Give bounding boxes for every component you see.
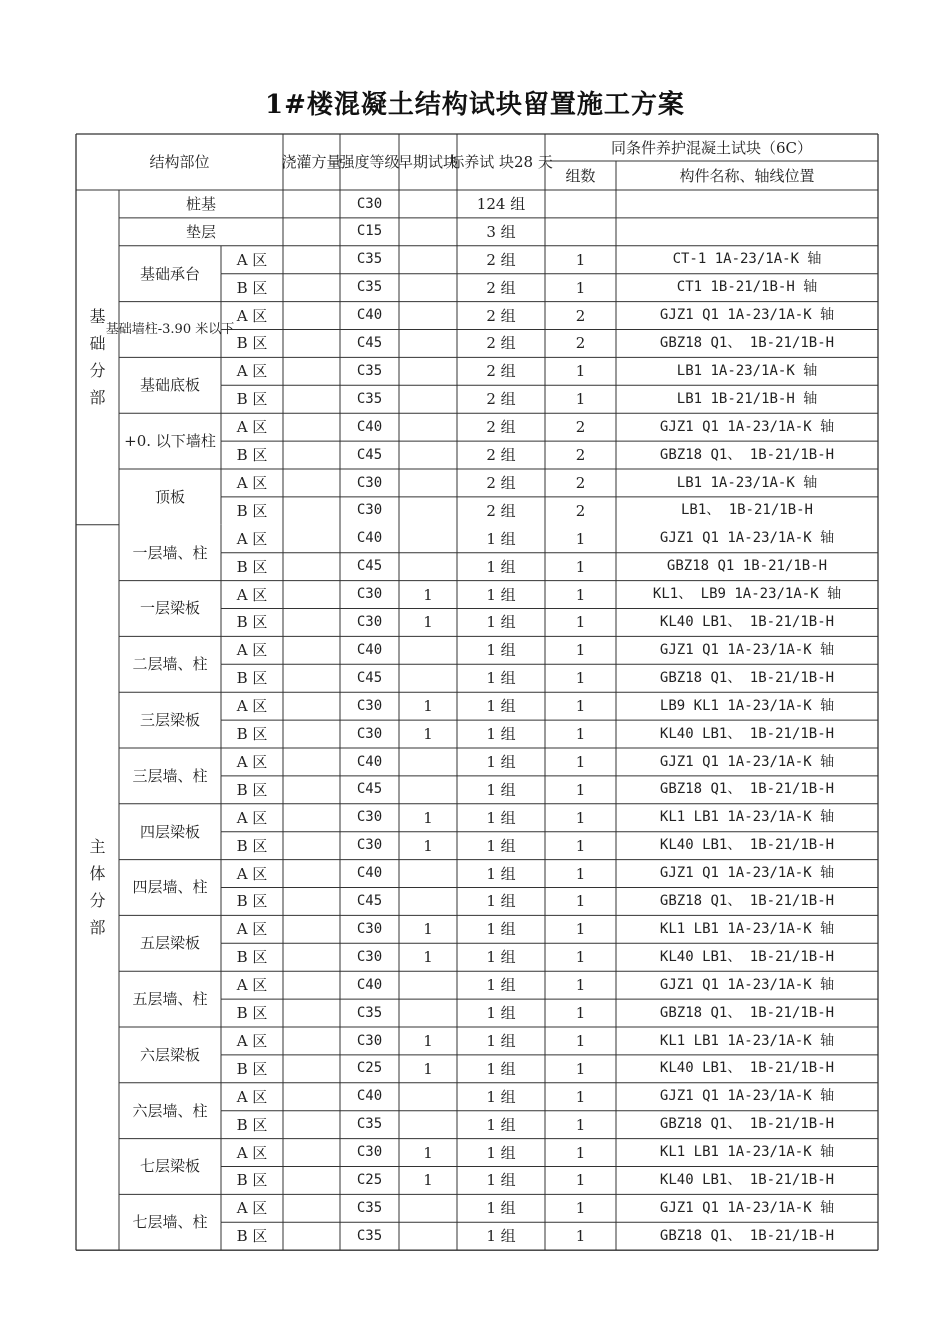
pour-volume-cell bbox=[283, 1027, 340, 1055]
zone-cell: A 区 bbox=[236, 976, 268, 995]
component-name: 桩基 bbox=[185, 194, 216, 213]
strength-grade-cell: C30 bbox=[356, 586, 383, 603]
header-structure-part: 结构 部位 bbox=[149, 153, 210, 171]
member-position-cell: LB1 1B-21/1B-H 轴 bbox=[676, 390, 818, 407]
zone-cell: B 区 bbox=[236, 613, 268, 632]
component-name: +0. 以下 墙柱 bbox=[124, 432, 216, 451]
standard-cure-cell: 1 组 bbox=[486, 920, 516, 939]
pour-volume-cell bbox=[283, 302, 340, 330]
pour-volume-cell bbox=[283, 1222, 340, 1250]
zone-cell: A 区 bbox=[236, 1199, 268, 1218]
pour-volume-cell bbox=[283, 274, 340, 302]
strength-grade-cell: C30 bbox=[356, 948, 383, 965]
early-specimen-cell: 1 bbox=[423, 697, 433, 716]
early-specimen-cell: 1 bbox=[423, 725, 433, 744]
zone-cell: B 区 bbox=[236, 390, 268, 409]
component-name: 基础墙柱 -3.90 米以下 bbox=[105, 321, 235, 337]
zone-cell: A 区 bbox=[236, 473, 268, 492]
standard-cure-cell: 1 组 bbox=[486, 752, 516, 771]
standard-cure-cell: 1 组 bbox=[486, 1087, 516, 1106]
strength-grade-cell: C35 bbox=[356, 279, 383, 296]
early-specimen-cell bbox=[399, 357, 457, 385]
pour-volume-cell bbox=[283, 1194, 340, 1222]
strength-grade-cell: C25 bbox=[356, 1172, 383, 1189]
group-count-cell: 1 bbox=[575, 1199, 586, 1218]
early-specimen-cell bbox=[399, 246, 457, 274]
group-count-cell bbox=[545, 218, 616, 246]
zone-cell: B 区 bbox=[236, 892, 268, 911]
member-position-cell: GBZ18 Q1 1B-21/1B-H bbox=[666, 558, 828, 575]
strength-grade-cell: C40 bbox=[356, 418, 383, 435]
zone-cell: A 区 bbox=[236, 752, 268, 771]
component-name: 五层梁板 bbox=[139, 934, 200, 953]
component-name: 七层梁板 bbox=[139, 1157, 200, 1176]
member-position-cell: GBZ18 Q1、 1B-21/1B-H bbox=[659, 1227, 835, 1244]
member-position-cell: KL40 LB1、 1B-21/1B-H bbox=[659, 948, 835, 965]
pour-volume-cell bbox=[283, 692, 340, 720]
group-count-cell: 1 bbox=[575, 752, 586, 771]
early-specimen-cell bbox=[399, 413, 457, 441]
standard-cure-cell: 1 组 bbox=[486, 864, 516, 883]
group-count-cell: 1 bbox=[575, 641, 586, 660]
pour-volume-cell bbox=[283, 915, 340, 943]
early-specimen-cell bbox=[399, 274, 457, 302]
pour-volume-cell bbox=[283, 888, 340, 916]
component-name: 五层墙、柱 bbox=[132, 990, 208, 1009]
pour-volume-cell bbox=[283, 636, 340, 664]
pour-volume-cell bbox=[283, 1055, 340, 1083]
member-position-cell: GJZ1 Q1 1A-23/1A-K 轴 bbox=[659, 1199, 835, 1216]
header-member-position: 构件名称、轴线位置 bbox=[679, 166, 815, 185]
member-position-cell: KL1 LB1 1A-23/1A-K 轴 bbox=[659, 809, 835, 826]
strength-grade-cell: C30 bbox=[356, 502, 383, 519]
member-position-cell: GBZ18 Q1、 1B-21/1B-H bbox=[659, 893, 835, 910]
early-specimen-cell bbox=[399, 860, 457, 888]
early-specimen-cell bbox=[399, 553, 457, 581]
group-count-cell: 1 bbox=[575, 529, 586, 548]
standard-cure-cell: 1 组 bbox=[486, 1199, 516, 1218]
pour-volume-cell bbox=[283, 943, 340, 971]
zone-cell: B 区 bbox=[236, 725, 268, 744]
pour-volume-cell bbox=[283, 441, 340, 469]
member-position-cell: GJZ1 Q1 1A-23/1A-K 轴 bbox=[659, 530, 835, 547]
pour-volume-cell bbox=[283, 246, 340, 274]
standard-cure-cell: 1 组 bbox=[486, 808, 516, 827]
strength-grade-cell: C45 bbox=[356, 558, 383, 575]
component-name: 顶板 bbox=[154, 487, 185, 506]
strength-grade-cell: C25 bbox=[356, 1060, 383, 1077]
pour-volume-cell bbox=[283, 860, 340, 888]
strength-grade-cell: C35 bbox=[356, 1004, 383, 1021]
group-count-cell bbox=[545, 190, 616, 218]
group-count-cell: 1 bbox=[575, 976, 586, 995]
early-specimen-cell: 1 bbox=[423, 836, 433, 855]
strength-grade-cell: C35 bbox=[356, 1116, 383, 1133]
group-count-cell: 1 bbox=[575, 920, 586, 939]
member-position-cell: GJZ1 Q1 1A-23/1A-K 轴 bbox=[659, 307, 835, 324]
early-specimen-cell: 1 bbox=[423, 1031, 433, 1050]
early-specimen-cell: 1 bbox=[423, 1059, 433, 1078]
zone-cell: A 区 bbox=[236, 808, 268, 827]
pour-volume-cell bbox=[283, 999, 340, 1027]
member-position-cell: GBZ18 Q1、 1B-21/1B-H bbox=[659, 335, 835, 352]
group-count-cell: 1 bbox=[575, 1004, 586, 1023]
zone-cell: A 区 bbox=[236, 1031, 268, 1050]
group-count-cell: 2 bbox=[575, 473, 586, 492]
pour-volume-cell bbox=[283, 776, 340, 804]
member-position-cell: KL1、 LB9 1A-23/1A-K 轴 bbox=[652, 586, 842, 603]
pour-volume-cell bbox=[283, 413, 340, 441]
group-count-cell: 2 bbox=[575, 501, 586, 520]
pour-volume-cell bbox=[283, 1111, 340, 1139]
standard-cure-cell: 1 组 bbox=[486, 1143, 516, 1162]
early-specimen-cell: 1 bbox=[423, 808, 433, 827]
standard-cure-cell: 2 组 bbox=[486, 362, 516, 381]
strength-grade-cell: C35 bbox=[356, 1227, 383, 1244]
pour-volume-cell bbox=[283, 1083, 340, 1111]
standard-cure-cell: 2 组 bbox=[486, 473, 516, 492]
strength-grade-cell: C45 bbox=[356, 669, 383, 686]
pour-volume-cell bbox=[283, 525, 340, 553]
early-specimen-cell bbox=[399, 525, 457, 553]
zone-cell: A 区 bbox=[236, 864, 268, 883]
pour-volume-cell bbox=[283, 357, 340, 385]
standard-cure-cell: 2 组 bbox=[486, 278, 516, 297]
standard-cure-cell: 1 组 bbox=[486, 529, 516, 548]
document-title: 1#楼混凝土结构试块留置施工方案 bbox=[265, 90, 685, 120]
early-specimen-cell bbox=[399, 469, 457, 497]
zone-cell: A 区 bbox=[236, 585, 268, 604]
standard-cure-cell: 2 组 bbox=[486, 418, 516, 437]
group-count-cell: 1 bbox=[575, 1087, 586, 1106]
group-count-cell: 1 bbox=[575, 892, 586, 911]
group-count-cell: 1 bbox=[575, 1143, 586, 1162]
member-position-cell: GJZ1 Q1 1A-23/1A-K 轴 bbox=[659, 865, 835, 882]
standard-cure-cell: 1 组 bbox=[486, 836, 516, 855]
group-count-cell: 1 bbox=[575, 585, 586, 604]
group-count-cell: 1 bbox=[575, 613, 586, 632]
section-label: 主 体 分 部 bbox=[89, 837, 106, 938]
strength-grade-cell: C45 bbox=[356, 893, 383, 910]
standard-cure-cell: 2 组 bbox=[486, 334, 516, 353]
group-count-cell: 2 bbox=[575, 306, 586, 325]
header-same-condition: 同条件养护混凝土试块（6C） bbox=[610, 138, 813, 157]
section-label: 基 础 分 部 bbox=[89, 307, 106, 408]
pour-volume-cell bbox=[283, 385, 340, 413]
strength-grade-cell: C30 bbox=[356, 725, 383, 742]
strength-grade-cell: C30 bbox=[356, 195, 383, 212]
standard-cure-cell: 1 组 bbox=[486, 641, 516, 660]
strength-grade-cell: C35 bbox=[356, 362, 383, 379]
header-pour-volume: 浇灌 方量 bbox=[281, 153, 342, 171]
group-count-cell: 1 bbox=[575, 669, 586, 688]
pour-volume-cell bbox=[283, 720, 340, 748]
member-position-cell: GJZ1 Q1 1A-23/1A-K 轴 bbox=[659, 418, 835, 435]
early-specimen-cell bbox=[399, 1111, 457, 1139]
member-position-cell: LB1、 1B-21/1B-H bbox=[680, 502, 813, 519]
member-position-cell bbox=[616, 190, 878, 218]
standard-cure-cell: 1 组 bbox=[486, 725, 516, 744]
member-position-cell: KL40 LB1、 1B-21/1B-H bbox=[659, 614, 835, 631]
member-position-cell: LB1 1A-23/1A-K 轴 bbox=[676, 474, 818, 491]
zone-cell: B 区 bbox=[236, 501, 268, 520]
group-count-cell: 1 bbox=[575, 836, 586, 855]
pour-volume-cell bbox=[283, 581, 340, 609]
early-specimen-cell bbox=[399, 776, 457, 804]
strength-grade-cell: C30 bbox=[356, 474, 383, 491]
early-specimen-cell bbox=[399, 888, 457, 916]
zone-cell: B 区 bbox=[236, 557, 268, 576]
member-position-cell: KL40 LB1、 1B-21/1B-H bbox=[659, 1060, 835, 1077]
group-count-cell: 1 bbox=[575, 1227, 586, 1246]
component-name: 一层墙、柱 bbox=[132, 543, 208, 562]
strength-grade-cell: C30 bbox=[356, 697, 383, 714]
zone-cell: B 区 bbox=[236, 278, 268, 297]
group-count-cell: 1 bbox=[575, 278, 586, 297]
early-specimen-cell: 1 bbox=[423, 948, 433, 967]
zone-cell: A 区 bbox=[236, 250, 268, 269]
group-count-cell: 1 bbox=[575, 808, 586, 827]
group-count-cell: 1 bbox=[575, 780, 586, 799]
member-position-cell: KL1 LB1 1A-23/1A-K 轴 bbox=[659, 1144, 835, 1161]
member-position-cell: KL40 LB1、 1B-21/1B-H bbox=[659, 837, 835, 854]
group-count-cell: 1 bbox=[575, 725, 586, 744]
pour-volume-cell bbox=[283, 330, 340, 358]
standard-cure-cell: 1 组 bbox=[486, 613, 516, 632]
member-position-cell: GBZ18 Q1、 1B-21/1B-H bbox=[659, 446, 835, 463]
early-specimen-cell bbox=[399, 302, 457, 330]
group-count-cell: 1 bbox=[575, 948, 586, 967]
early-specimen-cell bbox=[399, 664, 457, 692]
component-name: 三层墙、柱 bbox=[132, 766, 208, 785]
strength-grade-cell: C40 bbox=[356, 753, 383, 770]
early-specimen-cell bbox=[399, 1222, 457, 1250]
pour-volume-cell bbox=[283, 832, 340, 860]
pour-volume-cell bbox=[283, 469, 340, 497]
zone-cell: B 区 bbox=[236, 1171, 268, 1190]
pour-volume-cell bbox=[283, 664, 340, 692]
zone-cell: B 区 bbox=[236, 948, 268, 967]
component-name: 一层梁板 bbox=[139, 599, 200, 618]
component-name: 基础承台 bbox=[139, 264, 200, 283]
strength-grade-cell: C45 bbox=[356, 335, 383, 352]
header-standard-cure: 标养试 块 28 天 bbox=[449, 153, 553, 171]
strength-grade-cell: C45 bbox=[356, 781, 383, 798]
zone-cell: A 区 bbox=[236, 418, 268, 437]
early-specimen-cell bbox=[399, 190, 457, 218]
standard-cure-cell: 1 组 bbox=[486, 780, 516, 799]
pour-volume-cell bbox=[283, 1139, 340, 1167]
standard-cure-cell: 1 组 bbox=[486, 1115, 516, 1134]
standard-cure-cell: 1 组 bbox=[486, 557, 516, 576]
standard-cure-cell: 1 组 bbox=[486, 697, 516, 716]
strength-grade-cell: C40 bbox=[356, 976, 383, 993]
pour-volume-cell bbox=[283, 804, 340, 832]
early-specimen-cell: 1 bbox=[423, 920, 433, 939]
strength-grade-cell: C35 bbox=[356, 251, 383, 268]
zone-cell: A 区 bbox=[236, 306, 268, 325]
zone-cell: B 区 bbox=[236, 446, 268, 465]
early-specimen-cell bbox=[399, 385, 457, 413]
header-strength-grade: 强度 等级 bbox=[339, 153, 400, 171]
early-specimen-cell bbox=[399, 1083, 457, 1111]
member-position-cell: CT-1 1A-23/1A-K 轴 bbox=[672, 251, 822, 268]
member-position-cell: GJZ1 Q1 1A-23/1A-K 轴 bbox=[659, 976, 835, 993]
strength-grade-cell: C35 bbox=[356, 390, 383, 407]
member-position-cell: LB1 1A-23/1A-K 轴 bbox=[676, 362, 818, 379]
pour-volume-cell bbox=[283, 553, 340, 581]
strength-grade-cell: C40 bbox=[356, 1088, 383, 1105]
standard-cure-cell: 2 组 bbox=[486, 446, 516, 465]
group-count-cell: 1 bbox=[575, 1171, 586, 1190]
zone-cell: A 区 bbox=[236, 641, 268, 660]
member-position-cell: GBZ18 Q1、 1B-21/1B-H bbox=[659, 669, 835, 686]
member-position-cell: GBZ18 Q1、 1B-21/1B-H bbox=[659, 781, 835, 798]
strength-grade-cell: C30 bbox=[356, 614, 383, 631]
group-count-cell: 1 bbox=[575, 864, 586, 883]
header-early-specimen: 早期 试块 bbox=[397, 153, 459, 171]
zone-cell: A 区 bbox=[236, 697, 268, 716]
early-specimen-cell bbox=[399, 441, 457, 469]
member-position-cell: GJZ1 Q1 1A-23/1A-K 轴 bbox=[659, 641, 835, 658]
zone-cell: A 区 bbox=[236, 920, 268, 939]
standard-cure-cell: 1 组 bbox=[486, 669, 516, 688]
early-specimen-cell bbox=[399, 1194, 457, 1222]
component-name: 四层梁板 bbox=[139, 822, 200, 841]
pour-volume-cell bbox=[283, 971, 340, 999]
header-group-count: 组数 bbox=[565, 166, 596, 185]
pour-volume-cell bbox=[283, 190, 340, 218]
member-position-cell: KL40 LB1、 1B-21/1B-H bbox=[659, 1172, 835, 1189]
group-count-cell: 1 bbox=[575, 1115, 586, 1134]
standard-cure-cell: 1 组 bbox=[486, 1004, 516, 1023]
strength-grade-cell: C30 bbox=[356, 1144, 383, 1161]
group-count-cell: 1 bbox=[575, 1059, 586, 1078]
standard-cure-cell: 1 组 bbox=[486, 1031, 516, 1050]
early-specimen-cell bbox=[399, 748, 457, 776]
group-count-cell: 2 bbox=[575, 446, 586, 465]
member-position-cell: KL40 LB1、 1B-21/1B-H bbox=[659, 725, 835, 742]
strength-grade-cell: C30 bbox=[356, 1032, 383, 1049]
strength-grade-cell: C30 bbox=[356, 809, 383, 826]
component-name: 六层梁板 bbox=[139, 1045, 200, 1064]
standard-cure-cell: 2 组 bbox=[486, 501, 516, 520]
early-specimen-cell bbox=[399, 971, 457, 999]
member-position-cell: KL1 LB1 1A-23/1A-K 轴 bbox=[659, 1032, 835, 1049]
standard-cure-cell: 1 组 bbox=[486, 1171, 516, 1190]
strength-grade-cell: C15 bbox=[356, 223, 383, 240]
early-specimen-cell bbox=[399, 999, 457, 1027]
strength-grade-cell: C35 bbox=[356, 1199, 383, 1216]
early-specimen-cell: 1 bbox=[423, 585, 433, 604]
component-name: 三层梁板 bbox=[139, 711, 200, 730]
early-specimen-cell: 1 bbox=[423, 1143, 433, 1162]
zone-cell: A 区 bbox=[236, 1087, 268, 1106]
standard-cure-cell: 1 组 bbox=[486, 1059, 516, 1078]
member-position-cell: GJZ1 Q1 1A-23/1A-K 轴 bbox=[659, 753, 835, 770]
group-count-cell: 2 bbox=[575, 334, 586, 353]
group-count-cell: 1 bbox=[575, 390, 586, 409]
member-position-cell: GJZ1 Q1 1A-23/1A-K 轴 bbox=[659, 1088, 835, 1105]
group-count-cell: 2 bbox=[575, 418, 586, 437]
standard-cure-cell: 2 组 bbox=[486, 306, 516, 325]
component-name: 垫层 bbox=[185, 222, 216, 241]
standard-cure-cell: 1 组 bbox=[486, 948, 516, 967]
standard-cure-cell: 3 组 bbox=[486, 222, 516, 241]
member-position-cell: KL1 LB1 1A-23/1A-K 轴 bbox=[659, 920, 835, 937]
standard-cure-cell: 2 组 bbox=[486, 390, 516, 409]
early-specimen-cell: 1 bbox=[423, 1171, 433, 1190]
component-name: 七层墙、柱 bbox=[132, 1213, 208, 1232]
component-name: 基础底板 bbox=[139, 376, 200, 395]
zone-cell: B 区 bbox=[236, 1115, 268, 1134]
pour-volume-cell bbox=[283, 1167, 340, 1195]
early-specimen-cell bbox=[399, 330, 457, 358]
pour-volume-cell bbox=[283, 497, 340, 525]
strength-grade-cell: C30 bbox=[356, 920, 383, 937]
strength-grade-cell: C40 bbox=[356, 641, 383, 658]
standard-cure-cell: 2 组 bbox=[486, 250, 516, 269]
strength-grade-cell: C40 bbox=[356, 307, 383, 324]
group-count-cell: 1 bbox=[575, 362, 586, 381]
early-specimen-cell bbox=[399, 497, 457, 525]
group-count-cell: 1 bbox=[575, 250, 586, 269]
zone-cell: B 区 bbox=[236, 1004, 268, 1023]
zone-cell: B 区 bbox=[236, 1227, 268, 1246]
member-position-cell bbox=[616, 218, 878, 246]
component-name: 六层墙、柱 bbox=[132, 1101, 208, 1120]
standard-cure-cell: 1 组 bbox=[486, 1227, 516, 1246]
zone-cell: B 区 bbox=[236, 836, 268, 855]
zone-cell: B 区 bbox=[236, 669, 268, 688]
zone-cell: A 区 bbox=[236, 1143, 268, 1162]
member-position-cell: GBZ18 Q1、 1B-21/1B-H bbox=[659, 1004, 835, 1021]
zone-cell: B 区 bbox=[236, 1059, 268, 1078]
member-position-cell: LB9 KL1 1A-23/1A-K 轴 bbox=[659, 697, 835, 714]
zone-cell: B 区 bbox=[236, 334, 268, 353]
component-name: 二层墙、柱 bbox=[132, 655, 208, 674]
early-specimen-cell bbox=[399, 636, 457, 664]
zone-cell: B 区 bbox=[236, 780, 268, 799]
group-count-cell: 1 bbox=[575, 697, 586, 716]
standard-cure-cell: 1 组 bbox=[486, 585, 516, 604]
group-count-cell: 1 bbox=[575, 557, 586, 576]
strength-grade-cell: C45 bbox=[356, 446, 383, 463]
zone-cell: A 区 bbox=[236, 362, 268, 381]
pour-volume-cell bbox=[283, 748, 340, 776]
member-position-cell: GBZ18 Q1、 1B-21/1B-H bbox=[659, 1116, 835, 1133]
standard-cure-cell: 124 组 bbox=[476, 194, 526, 213]
strength-grade-cell: C40 bbox=[356, 865, 383, 882]
component-name: 四层墙、柱 bbox=[132, 878, 208, 897]
member-position-cell: CT1 1B-21/1B-H 轴 bbox=[676, 279, 818, 296]
group-count-cell: 1 bbox=[575, 1031, 586, 1050]
early-specimen-cell: 1 bbox=[423, 613, 433, 632]
strength-grade-cell: C40 bbox=[356, 530, 383, 547]
pour-volume-cell bbox=[283, 218, 340, 246]
strength-grade-cell: C30 bbox=[356, 837, 383, 854]
early-specimen-cell bbox=[399, 218, 457, 246]
standard-cure-cell: 1 组 bbox=[486, 976, 516, 995]
standard-cure-cell: 1 组 bbox=[486, 892, 516, 911]
zone-cell: A 区 bbox=[236, 529, 268, 548]
pour-volume-cell bbox=[283, 609, 340, 637]
